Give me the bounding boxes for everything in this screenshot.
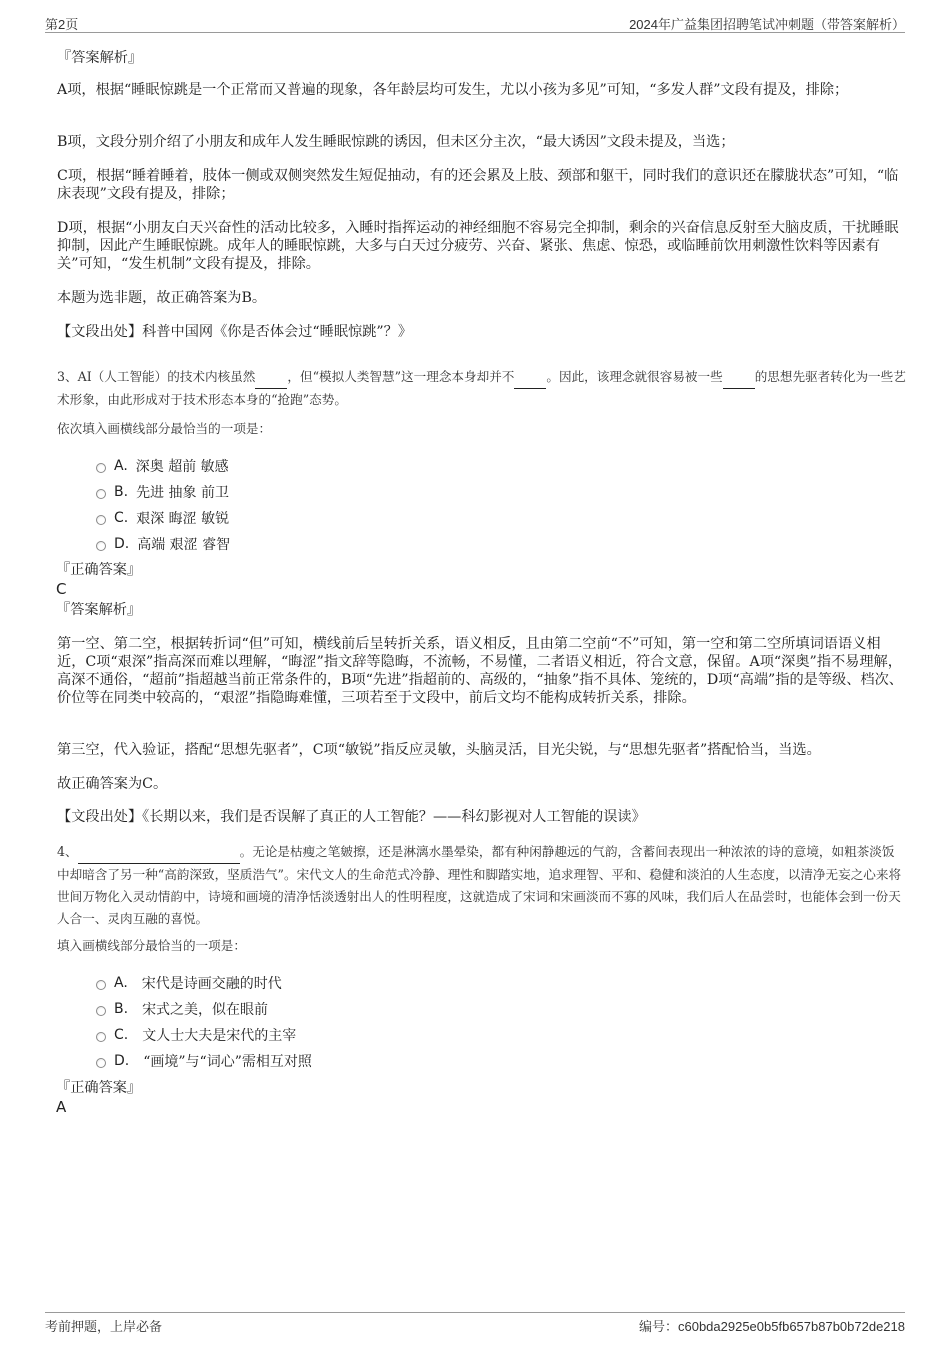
radio-icon[interactable] (96, 515, 106, 525)
q3-correct-answer: C (56, 580, 67, 598)
q2-analysis-c: C项，根据“睡着睡着，肢体一侧或双侧突然发生短促抽动，有的还会累及上肢、颈部和躯干，同时我们的意识还在朦胧状态”可知，“临床表现”文段有提及，排除； (57, 168, 899, 202)
q3-option-a[interactable]: A. 深奥 超前 敏感 (96, 456, 229, 476)
q4-stem: 4、 。无论是枯瘦之笔皴擦，还是淋漓水墨晕染，都有种闲静趣远的气韵，含蓄间表现出一种浓浓的诗的意境，如粗茶淡饭中却暗含了另一种“高韵深致，坚质浩气”。宋代文人的生命范式冷静、理性和脚踏实地，追求理智、平和、稳健和淡泊的人生态度，以清净无妄之心来将世间万物化入灵动情韵中，诗境和画境的清净恬淡透射出人的性明程度，这就造成了宋词和宋画淡而不寡的风味，我们后人在品尝时，也能体会到一份天人合一、灵肉互融的喜悦。 (57, 841, 907, 930)
q3-stem: 3、AI（人工智能）的技术内核虽然 ，但“模拟人类智慧”这一理念本身却并不 。因此，该理念就很容易被一些 的思想先驱者转化为一些艺术形象，由此形成对于技术形态本身的“抢跑”态势。 (57, 366, 907, 411)
q3-source: 【文段出处】《长期以来，我们是否误解了真正的人工智能？——科幻影视对人工智能的误读》 (57, 809, 646, 825)
q2-source: 【文段出处】科普中国网《你是否体会过“睡眠惊跳”？》 (57, 324, 413, 340)
q2-conclusion: 本题为选非题，故正确答案为B。 (57, 290, 267, 306)
q3-option-d[interactable]: D. 高端 艰涩 睿智 (96, 534, 230, 554)
q4-option-a[interactable]: A. 宋代是诗画交融的时代 (96, 973, 282, 993)
q2-analysis-label: 『答案解析』 (57, 50, 143, 66)
q3-analysis-label: 『答案解析』 (56, 602, 142, 618)
q3-correct-label: 『正确答案』 (56, 562, 142, 578)
radio-icon[interactable] (96, 1032, 106, 1042)
document-title: 2024年广益集团招聘笔试冲刺题（带答案解析） (629, 17, 905, 32)
page-number: 第2页 (45, 17, 79, 32)
footer-slogan: 考前押题，上岸必备 (45, 1319, 163, 1334)
q4-correct-answer: A (56, 1098, 67, 1116)
q3-blank-1 (255, 366, 287, 389)
radio-icon[interactable] (96, 980, 106, 990)
q3-analysis-p1: 第一空、第二空，根据转折词“但”可知，横线前后呈转折关系，语义相反，且由第二空前“不”可知，第一空和第二空所填词语语义相近，C项“艰深”指高深而难以理解，“晦涩”指文辞等隐晦，不流畅，不易懂，二者语义相近，符合文意，保留。A项“深奥”指不易理解，高深不通俗，“超前”指超越当前正常条件的，B项“先进”指超前的、高级的，“抽象”指不具体、笼统的，D项“高端”指的是等级、档次、价位等在同类中较高的，“艰涩”指隐晦难懂，三项若至于文段中，前后文均不能构成转折关系，排除。 (57, 636, 903, 706)
q2-analysis-b: B项，文段分别介绍了小朋友和成年人发生睡眠惊跳的诱因，但未区分主次，“最大诱因”文段未提及，当选； (57, 134, 735, 150)
page-footer (45, 1312, 905, 1335)
q4-blank (78, 841, 240, 864)
q4-option-c[interactable]: C. 文人士大夫是宋代的主宰 (96, 1025, 296, 1045)
radio-icon[interactable] (96, 1006, 106, 1016)
q4-correct-label: 『正确答案』 (56, 1080, 142, 1096)
q2-analysis-d: D项，根据“小朋友白天兴奋性的活动比较多，入睡时指挥运动的神经细胞不容易完全抑制，剩余的兴奋信息反射至大脑皮质，干扰睡眠抑制，因此产生睡眠惊跳。成年人的睡眠惊跳，大多与白天过分疲劳、兴奋、紧张、焦虑、惊恐，或临睡前饮用刺激性饮料等因素有关”可知，“发生机制”文段有提及，排除。 (57, 220, 899, 272)
radio-icon[interactable] (96, 489, 106, 499)
radio-icon[interactable] (96, 1058, 106, 1068)
q3-prompt: 依次填入画横线部分最恰当的一项是： (57, 421, 272, 436)
q3-conclusion: 故正确答案为C。 (57, 776, 168, 792)
radio-icon[interactable] (96, 463, 106, 473)
q4-number: 4、 (57, 844, 78, 859)
q3-analysis-p2: 第三空，代入验证，搭配“思想先驱者”，C项“敏锐”指反应灵敏，头脑灵活，目光尖锐，与“思想先驱者”搭配恰当，当选。 (57, 742, 821, 758)
q4-option-d[interactable]: D. “画境”与“词心”需相互对照 (96, 1051, 312, 1071)
page-header (45, 12, 905, 33)
q3-number: 3、 (57, 369, 78, 384)
q4-prompt: 填入画横线部分最恰当的一项是： (57, 938, 246, 953)
q3-option-c[interactable]: C. 艰深 晦涩 敏锐 (96, 508, 229, 528)
radio-icon[interactable] (96, 541, 106, 551)
q3-blank-2 (514, 366, 546, 389)
document-code: 编号：c60bda2925e0b5fb657b87b0b72de218 (638, 1319, 905, 1334)
q3-option-b[interactable]: B. 先进 抽象 前卫 (96, 482, 229, 502)
q4-option-b[interactable]: B. 宋式之美，似在眼前 (96, 999, 268, 1019)
q3-blank-3 (723, 366, 755, 389)
q2-analysis-a: A项，根据“睡眠惊跳是一个正常而又普遍的现象，各年龄层均可发生，尤以小孩为多见”可知，“多发人群”文段有提及，排除； (57, 82, 849, 98)
